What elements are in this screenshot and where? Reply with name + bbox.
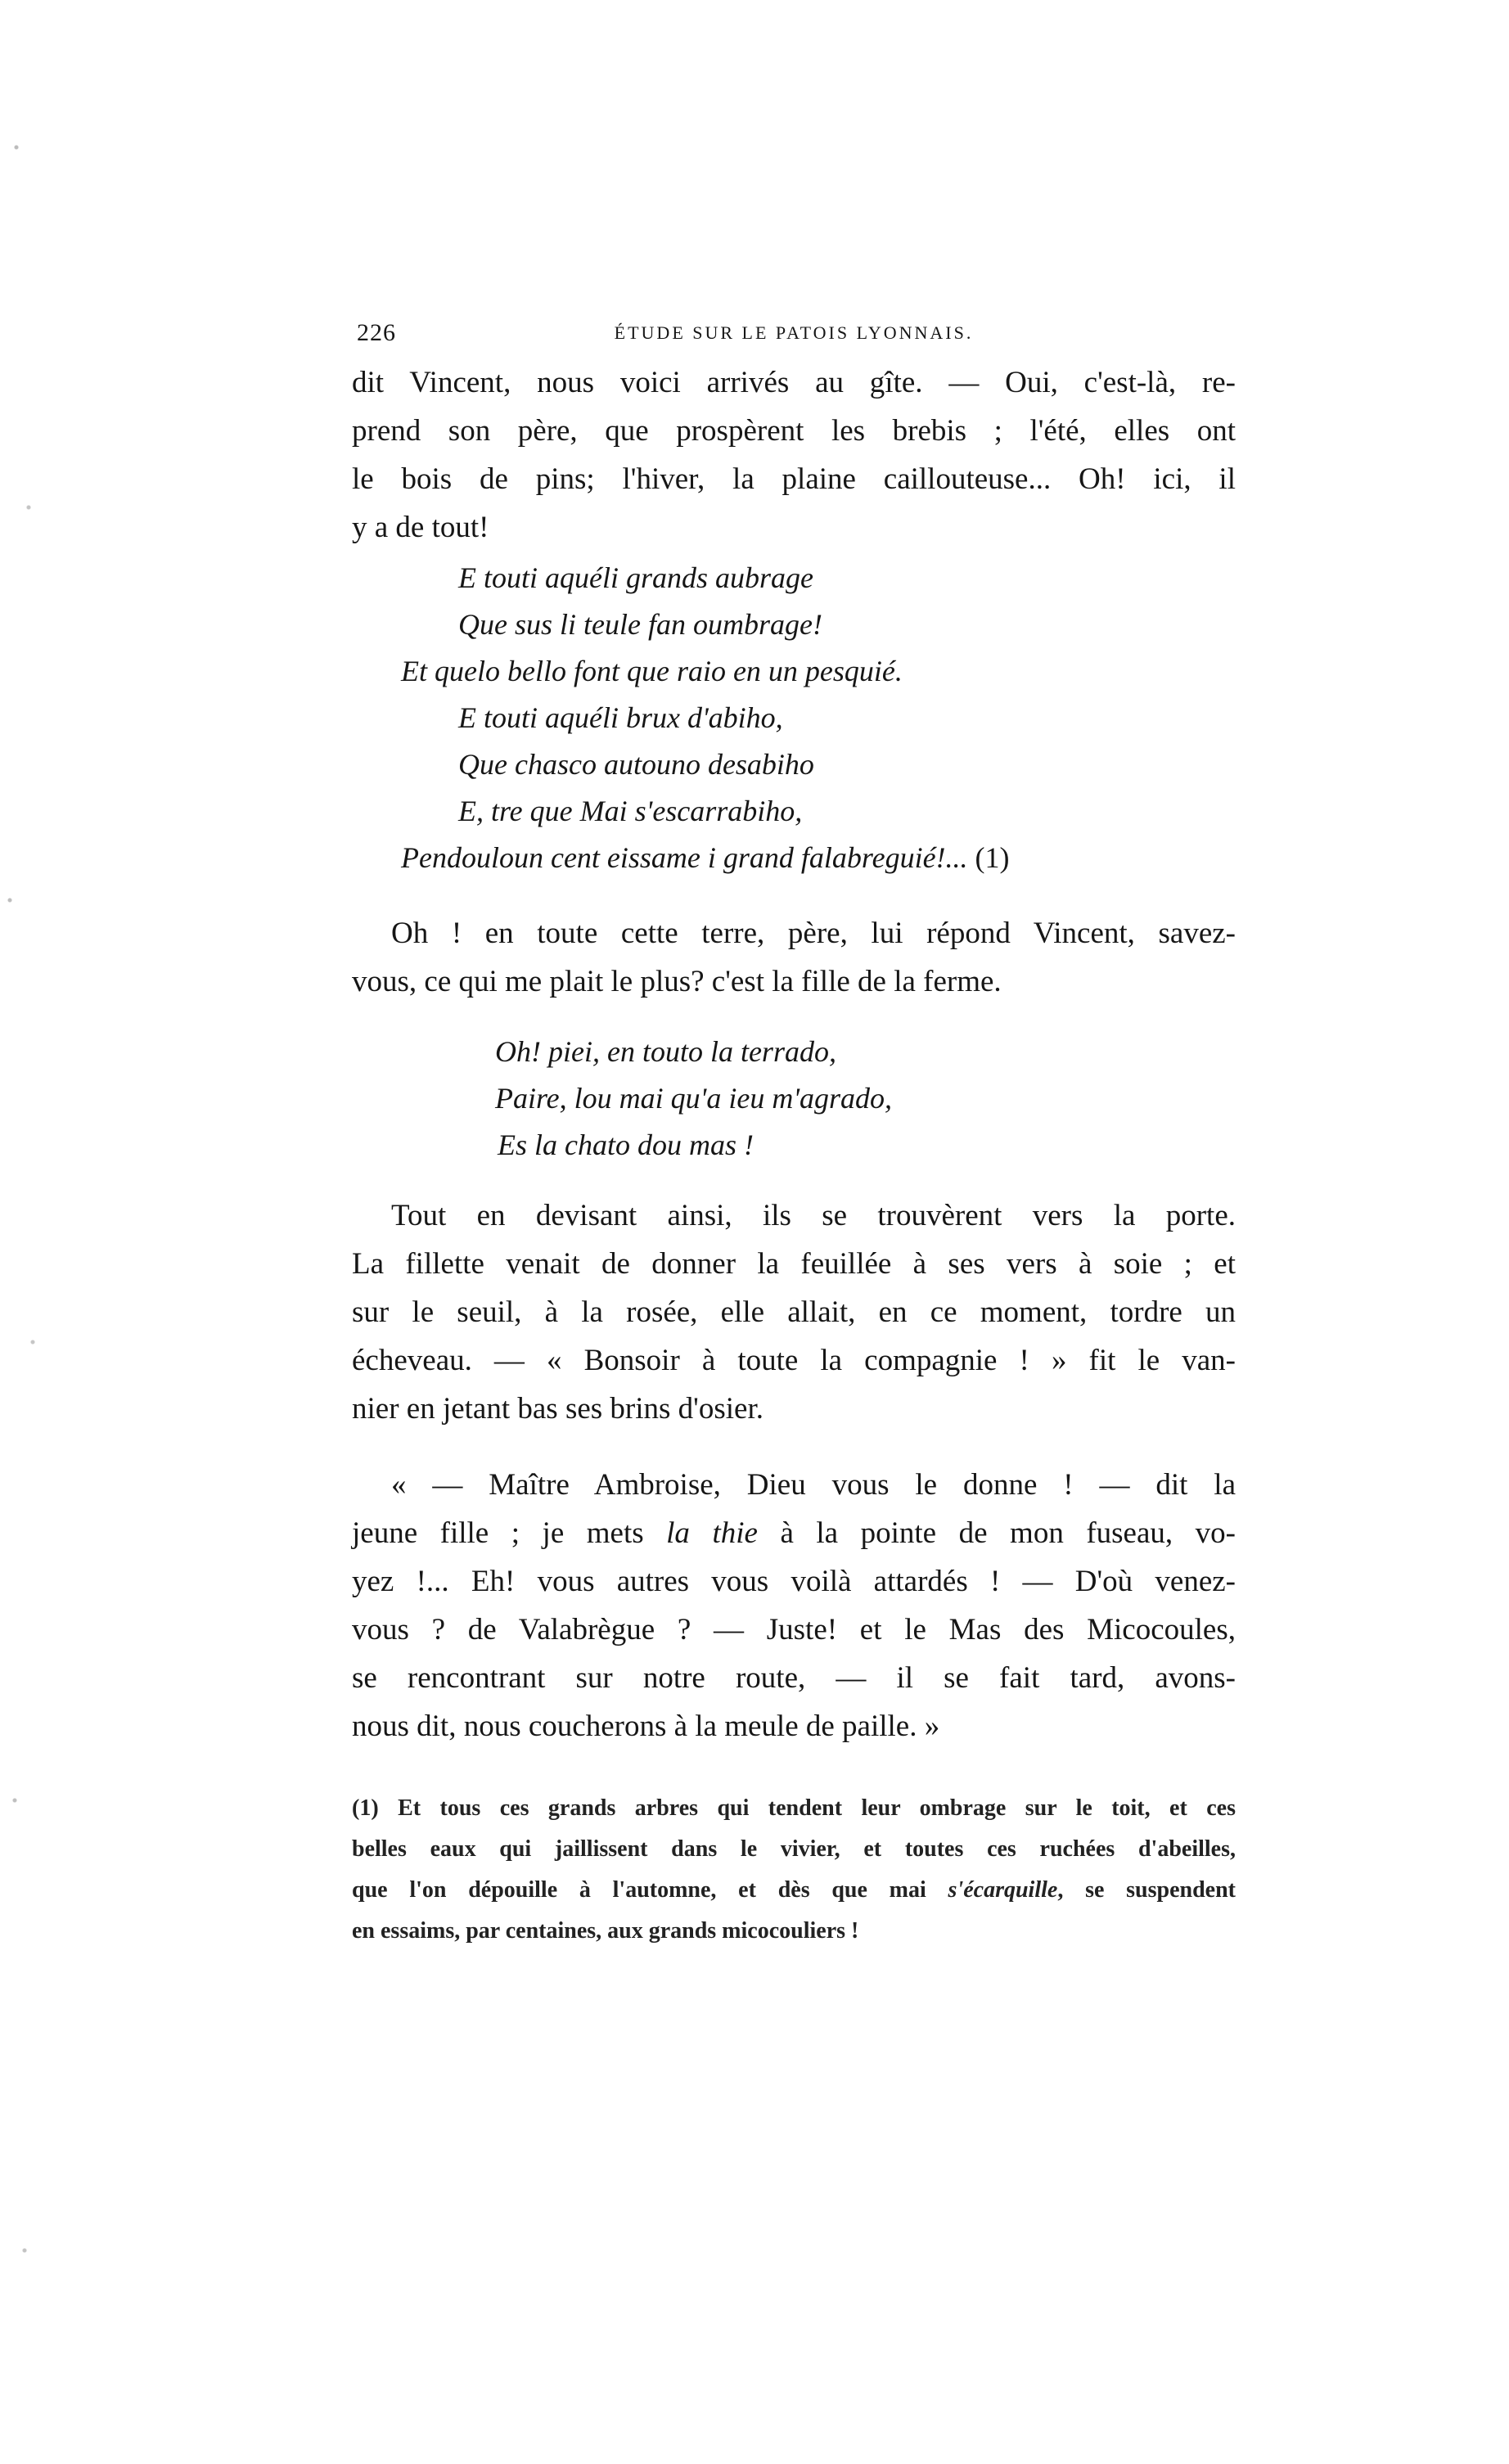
text-line: sur le seuil, à la rosée, elle allait, en ce moment, tordre un xyxy=(352,1295,1236,1329)
verse-line: Et quelo bello font que raio en un pesquié. xyxy=(401,655,903,687)
italic-term: s'écarquille xyxy=(948,1877,1058,1903)
page-number: 226 xyxy=(357,319,396,346)
text-line: prend son père, que prospèrent les brebis ; l'été, elles ont xyxy=(352,414,1236,448)
text-line: La fillette venait de donner la feuillée à ses vers à soie ; et xyxy=(352,1247,1236,1281)
text-segment: à la pointe de mon fuseau, vo- xyxy=(757,1516,1236,1550)
verse-line: Paire, lou mai qu'a ieu m'agrado, xyxy=(495,1082,893,1115)
verse-line: E touti aquéli grands aubrage xyxy=(458,561,813,594)
footnote-line: (1) Et tous ces grands arbres qui tendent leur ombrage sur le toit, et ces xyxy=(352,1795,1236,1821)
footnote xyxy=(352,1788,1236,1952)
text-line: Tout en devisant ainsi, ils se trouvèrent vers la porte. xyxy=(391,1199,1236,1232)
verse-block-aubrage xyxy=(352,555,1236,881)
verse-line: Que chasco autouno desabiho xyxy=(458,748,814,781)
text-line-with-italic xyxy=(352,1509,1236,1557)
running-title: ÉTUDE SUR LE PATOIS LYONNAIS. xyxy=(614,322,974,343)
verse-block-terrado xyxy=(352,1029,1236,1169)
verse-line: E touti aquéli brux d'abiho, xyxy=(458,701,783,734)
verse-line: Oh! piei, en touto la terrado, xyxy=(495,1035,836,1068)
text-line: nous dit, nous coucherons à la meule de paille. » xyxy=(352,1709,940,1743)
text-line: le bois de pins; l'hiver, la plaine caillouteuse... Oh! ici, il xyxy=(352,462,1236,496)
text-segment: jeune fille ; je mets xyxy=(352,1516,667,1550)
footnote-reference: (1) xyxy=(975,841,1010,874)
text-line: se rencontrant sur notre route, — il se fait tard, avons- xyxy=(352,1661,1236,1695)
text-segment: que l'on dépouille à l'automne, et dès que mai xyxy=(352,1877,948,1903)
text-line: vous ? de Valabrègue ? — Juste! et le Mas des Micocoules, xyxy=(352,1613,1236,1646)
scan-edge-speckle xyxy=(0,0,57,2464)
footnote-line: belles eaux qui jaillissent dans le vivier, et toutes ces ruchées d'abeilles, xyxy=(352,1836,1236,1862)
verse-line: Que sus li teule fan oumbrage! xyxy=(458,608,822,641)
text-line: y a de tout! xyxy=(352,511,489,544)
running-head xyxy=(352,319,1236,355)
verse-line-last xyxy=(352,835,1236,881)
text-line: nier en jetant bas ses brins d'osier. xyxy=(352,1392,764,1426)
text-line: Oh ! en toute cette terre, père, lui répond Vincent, savez- xyxy=(391,917,1236,950)
text-line: « — Maître Ambroise, Dieu vous le donne ! — dit la xyxy=(391,1468,1236,1502)
text-segment: , se suspendent xyxy=(1057,1877,1236,1903)
footnote-line: en essaims, par centaines, aux grands micocouliers ! xyxy=(352,1918,859,1944)
verse-line-text: Pendouloun cent eissame i grand falabreguié!... xyxy=(401,841,968,874)
text-line: yez !... Eh! vous autres vous voilà attardés ! — D'où venez- xyxy=(352,1565,1236,1598)
paragraph-door xyxy=(352,1191,1236,1433)
book-page xyxy=(352,319,1236,1952)
text-line: écheveau. — « Bonsoir à toute la compagnie ! » fit le van- xyxy=(352,1344,1236,1377)
verse-line: Es la chato dou mas ! xyxy=(498,1128,754,1161)
footnote-line-with-italic xyxy=(352,1870,1236,1911)
paragraph-vincent-reply xyxy=(352,909,1236,1006)
verse-line: E, tre que Mai s'escarrabiho, xyxy=(458,795,803,827)
text-line: dit Vincent, nous voici arrivés au gîte. — Oui, c'est-là, re- xyxy=(352,366,1236,399)
paragraph-arrival xyxy=(352,358,1236,552)
text-line: vous, ce qui me plait le plus? c'est la fille de la ferme. xyxy=(352,965,1002,998)
paragraph-ambroise xyxy=(352,1461,1236,1750)
italic-term: la thie xyxy=(666,1516,758,1550)
